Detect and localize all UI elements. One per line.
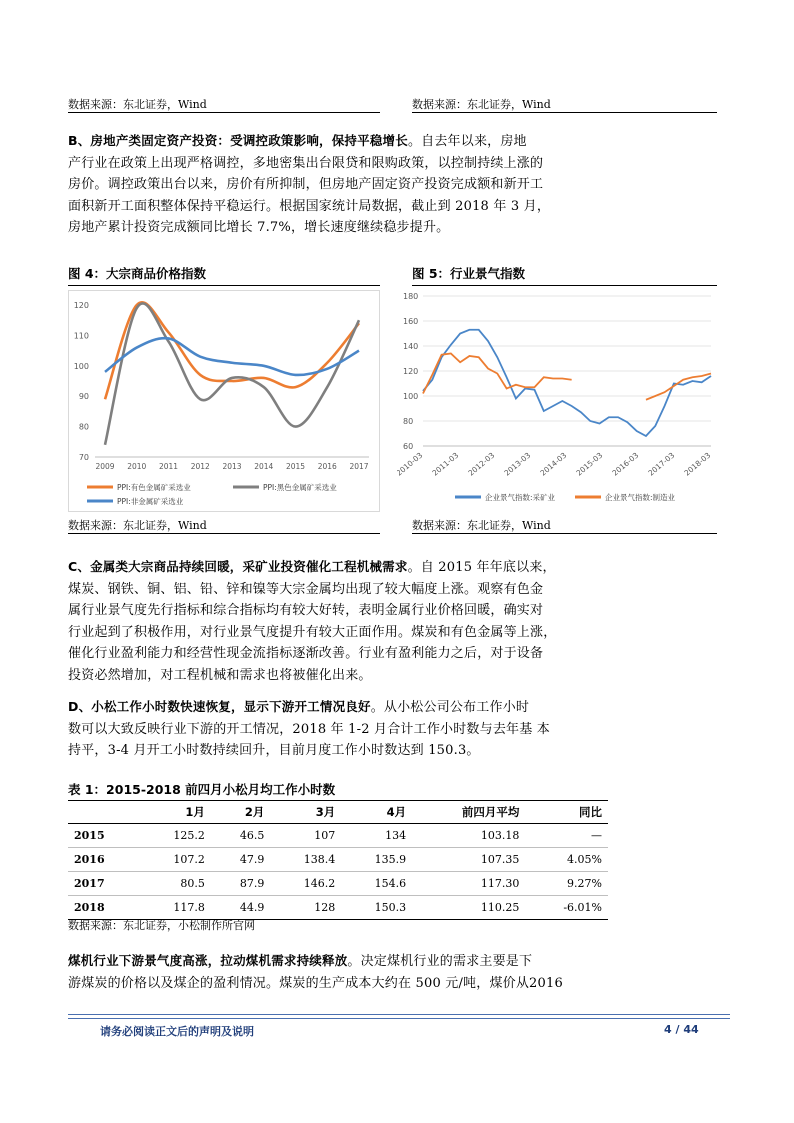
y-tick-label: 110 bbox=[73, 331, 89, 341]
table-row bbox=[68, 896, 608, 920]
y-tick-label: 120 bbox=[73, 301, 89, 310]
table-cell-year: 2018 bbox=[68, 896, 140, 920]
table-cell: 107.2 bbox=[140, 848, 211, 872]
x-tick-label: 2015-03 bbox=[574, 450, 605, 478]
para-b-line: 产行业在政策上出现严格调控，多地密集出台限贷和限购政策，以控制持续上涨的 bbox=[68, 155, 544, 171]
x-tick-label: 2015 bbox=[285, 462, 306, 471]
para-b-line: 面积新开工面积整体保持平稳运行。根据国家统计局数据，截止到 2018 年 3 月， bbox=[68, 198, 551, 214]
table-header-cell bbox=[68, 801, 140, 824]
table-cell: 150.3 bbox=[341, 896, 412, 920]
para-b-line: 房地产累计投资完成额同比增长 7.7%，增长速度继续稳步提升。 bbox=[68, 220, 450, 235]
table-cell: -6.01% bbox=[525, 896, 608, 920]
table-row bbox=[68, 872, 608, 896]
table-cell: 9.27% bbox=[525, 872, 608, 896]
x-tick-label: 2012 bbox=[190, 462, 210, 471]
figure-4-title: 图 4：大宗商品价格指数 bbox=[68, 266, 207, 281]
table-cell: 87.9 bbox=[211, 872, 270, 896]
footer-disclaimer[interactable]: 请务必阅读正文后的声明及说明 bbox=[100, 1025, 254, 1038]
x-tick-label: 2010-03 bbox=[397, 450, 425, 478]
footer-page-number: 4 / 44 bbox=[664, 1023, 699, 1036]
table-cell: 135.9 bbox=[341, 848, 412, 872]
table-cell: 138.4 bbox=[270, 848, 341, 872]
table-cell: 46.5 bbox=[211, 824, 270, 848]
table-cell: 128 bbox=[270, 896, 341, 920]
table-cell: 44.9 bbox=[211, 896, 270, 920]
figure-5-title: 图 5：行业景气指数 bbox=[412, 266, 526, 281]
legend-label: PPI:非金属矿采选业 bbox=[117, 497, 184, 506]
table-row bbox=[68, 824, 608, 848]
x-tick-label: 2013-03 bbox=[502, 450, 533, 478]
table-cell: 47.9 bbox=[211, 848, 270, 872]
x-tick-label: 2011 bbox=[158, 462, 179, 471]
footer-rule-bottom bbox=[68, 1018, 730, 1019]
komatsu-hours-table bbox=[68, 800, 608, 920]
table-cell: 125.2 bbox=[140, 824, 211, 848]
industry-sentiment-chart bbox=[397, 290, 717, 510]
table-cell: 154.6 bbox=[341, 872, 412, 896]
y-tick-label: 160 bbox=[403, 317, 419, 326]
x-tick-label: 2016 bbox=[317, 462, 337, 471]
table-cell-year: 2016 bbox=[68, 848, 140, 872]
x-tick-label: 2018-03 bbox=[682, 450, 713, 478]
top-source-right: 数据来源：东北证券，Wind bbox=[412, 98, 551, 111]
para-c-line: 行业起到了积极作用，对行业景气度提升有较大正面作用。煤炭和有色金属等上涨， bbox=[68, 624, 557, 640]
para-e-line: 。决定煤机行业的需求主要是下 bbox=[347, 954, 533, 969]
table-header-cell: 前四月平均 bbox=[412, 801, 525, 824]
paragraph-d bbox=[68, 696, 576, 762]
table-cell: 117.8 bbox=[140, 896, 211, 920]
footer-rule-top bbox=[68, 1014, 730, 1015]
commodity-price-chart bbox=[69, 291, 379, 511]
para-b-line: 。自去年以来，房地 bbox=[407, 134, 527, 149]
legend-label: PPI:黑色金属矿采选业 bbox=[263, 483, 337, 492]
table-header-cell: 4月 bbox=[341, 801, 412, 824]
table-1-title: 表 1：2015-2018 前四月小松月均工作小时数 bbox=[68, 782, 336, 797]
para-c-line: 投资必然增加，对工程机械和需求也将被催化出来。 bbox=[68, 667, 372, 683]
figure-4-source: 数据来源：东北证券，Wind bbox=[68, 519, 207, 532]
top-rule-right bbox=[412, 112, 717, 113]
para-d-line: 。从小松公司公布工作小时 bbox=[370, 700, 530, 715]
y-tick-label: 80 bbox=[78, 422, 89, 432]
y-tick-label: 100 bbox=[403, 392, 419, 401]
para-d-line: 持平，3-4 月开工小时数持续回升，目前月度工作小时数达到 150.3。 bbox=[68, 743, 480, 758]
table-cell: 146.2 bbox=[270, 872, 341, 896]
figure-5-title-rule bbox=[412, 285, 717, 286]
paragraph-e bbox=[68, 950, 576, 994]
x-tick-label: 2016-03 bbox=[610, 450, 641, 478]
para-c-line: 属行业景气度先行指标和综合指标均有较大好转，表明金属行业价格回暖，确实对 bbox=[68, 603, 544, 618]
series-line bbox=[105, 303, 359, 444]
table-cell: 4.05% bbox=[525, 848, 608, 872]
figure-5-source: 数据来源：东北证券，Wind bbox=[412, 519, 551, 532]
y-tick-label: 140 bbox=[403, 342, 419, 351]
y-tick-label: 80 bbox=[403, 417, 414, 426]
table-header-cell: 3月 bbox=[270, 801, 341, 824]
para-e-heading: 煤机行业下游景气度高涨，拉动煤机需求持续释放 bbox=[68, 953, 348, 968]
legend-label: PPI:有色金属矿采选业 bbox=[117, 483, 191, 492]
legend-label: 企业景气指数:制造业 bbox=[605, 493, 676, 502]
legend-label: 企业景气指数:采矿业 bbox=[485, 493, 556, 502]
x-tick-label: 2014 bbox=[254, 462, 274, 471]
table-cell: 117.30 bbox=[412, 872, 525, 896]
y-tick-label: 180 bbox=[403, 292, 419, 301]
top-source-left: 数据来源：东北证券，Wind bbox=[68, 98, 207, 111]
series-line bbox=[105, 302, 359, 399]
para-b-line: 房价。调控政策出台以来，房价有所抑制，但房地产固定资产投资完成额和新开工 bbox=[68, 177, 544, 192]
para-c-line: 。自 2015 年年底以来， bbox=[407, 560, 556, 575]
table-1-source: 数据来源：东北证券，小松制作所官网 bbox=[68, 919, 255, 932]
x-tick-label: 2010 bbox=[127, 462, 147, 471]
x-tick-label: 2017 bbox=[349, 462, 369, 471]
figure-4-title-rule bbox=[68, 285, 380, 286]
paragraph-b bbox=[68, 130, 576, 239]
table-header-cell: 1月 bbox=[140, 801, 211, 824]
y-tick-label: 90 bbox=[78, 392, 89, 402]
para-b-heading: B、房地产类固定资产投资：受调控政策影响，保持平稳增长 bbox=[68, 133, 408, 148]
top-rule-left bbox=[68, 112, 380, 113]
table-header-row bbox=[68, 801, 608, 824]
figure-5-chart bbox=[397, 290, 717, 510]
table-row bbox=[68, 848, 608, 872]
x-tick-label: 2011-03 bbox=[430, 450, 461, 478]
para-c-line: 煤炭、钢铁、铜、铝、铅、锌和镍等大宗金属均出现了较大幅度上涨。观察有色金 bbox=[68, 581, 544, 597]
series-line bbox=[423, 354, 572, 394]
table-cell: 103.18 bbox=[412, 824, 525, 848]
y-tick-label: 100 bbox=[73, 361, 89, 371]
x-tick-label: 2017-03 bbox=[646, 450, 677, 478]
para-d-line: 数可以大致反映行业下游的开工情况，2018 年 1-2 月合计工作小时数与去年基 本 bbox=[68, 721, 550, 737]
table-cell: 80.5 bbox=[140, 872, 211, 896]
table-cell: 110.25 bbox=[412, 896, 525, 920]
paragraph-c bbox=[68, 556, 576, 686]
x-tick-label: 2012-03 bbox=[466, 450, 497, 478]
figure-4-chart bbox=[68, 290, 380, 512]
table-header-cell: 同比 bbox=[525, 801, 608, 824]
y-tick-label: 60 bbox=[403, 442, 414, 451]
para-e-line: 游煤炭的价格以及煤企的盈利情况。煤炭的生产成本大约在 500 元/吨，煤价从2016 bbox=[68, 975, 563, 991]
y-tick-label: 70 bbox=[78, 453, 89, 462]
figure-5-source-rule bbox=[412, 533, 717, 534]
x-tick-label: 2009 bbox=[95, 462, 115, 471]
table-cell: 107.35 bbox=[412, 848, 525, 872]
table-cell-year: 2017 bbox=[68, 872, 140, 896]
figure-4-source-rule bbox=[68, 533, 380, 534]
para-d-heading: D、小松工作小时数快速恢复，显示下游开工情况良好 bbox=[68, 699, 371, 714]
table-cell: 107 bbox=[270, 824, 341, 848]
table-cell-year: 2015 bbox=[68, 824, 140, 848]
table-header-cell: 2月 bbox=[211, 801, 270, 824]
para-c-line: 催化行业盈利能力和经营性现金流指标逐渐改善。行业有盈利能力之后，对于设备 bbox=[68, 646, 544, 661]
table-cell: — bbox=[525, 824, 608, 848]
para-c-heading: C、金属类大宗商品持续回暖，采矿业投资催化工程机械需求 bbox=[68, 559, 408, 574]
x-tick-label: 2013 bbox=[222, 462, 242, 471]
x-tick-label: 2014-03 bbox=[538, 450, 569, 478]
y-tick-label: 120 bbox=[403, 367, 419, 376]
table-cell: 134 bbox=[341, 824, 412, 848]
